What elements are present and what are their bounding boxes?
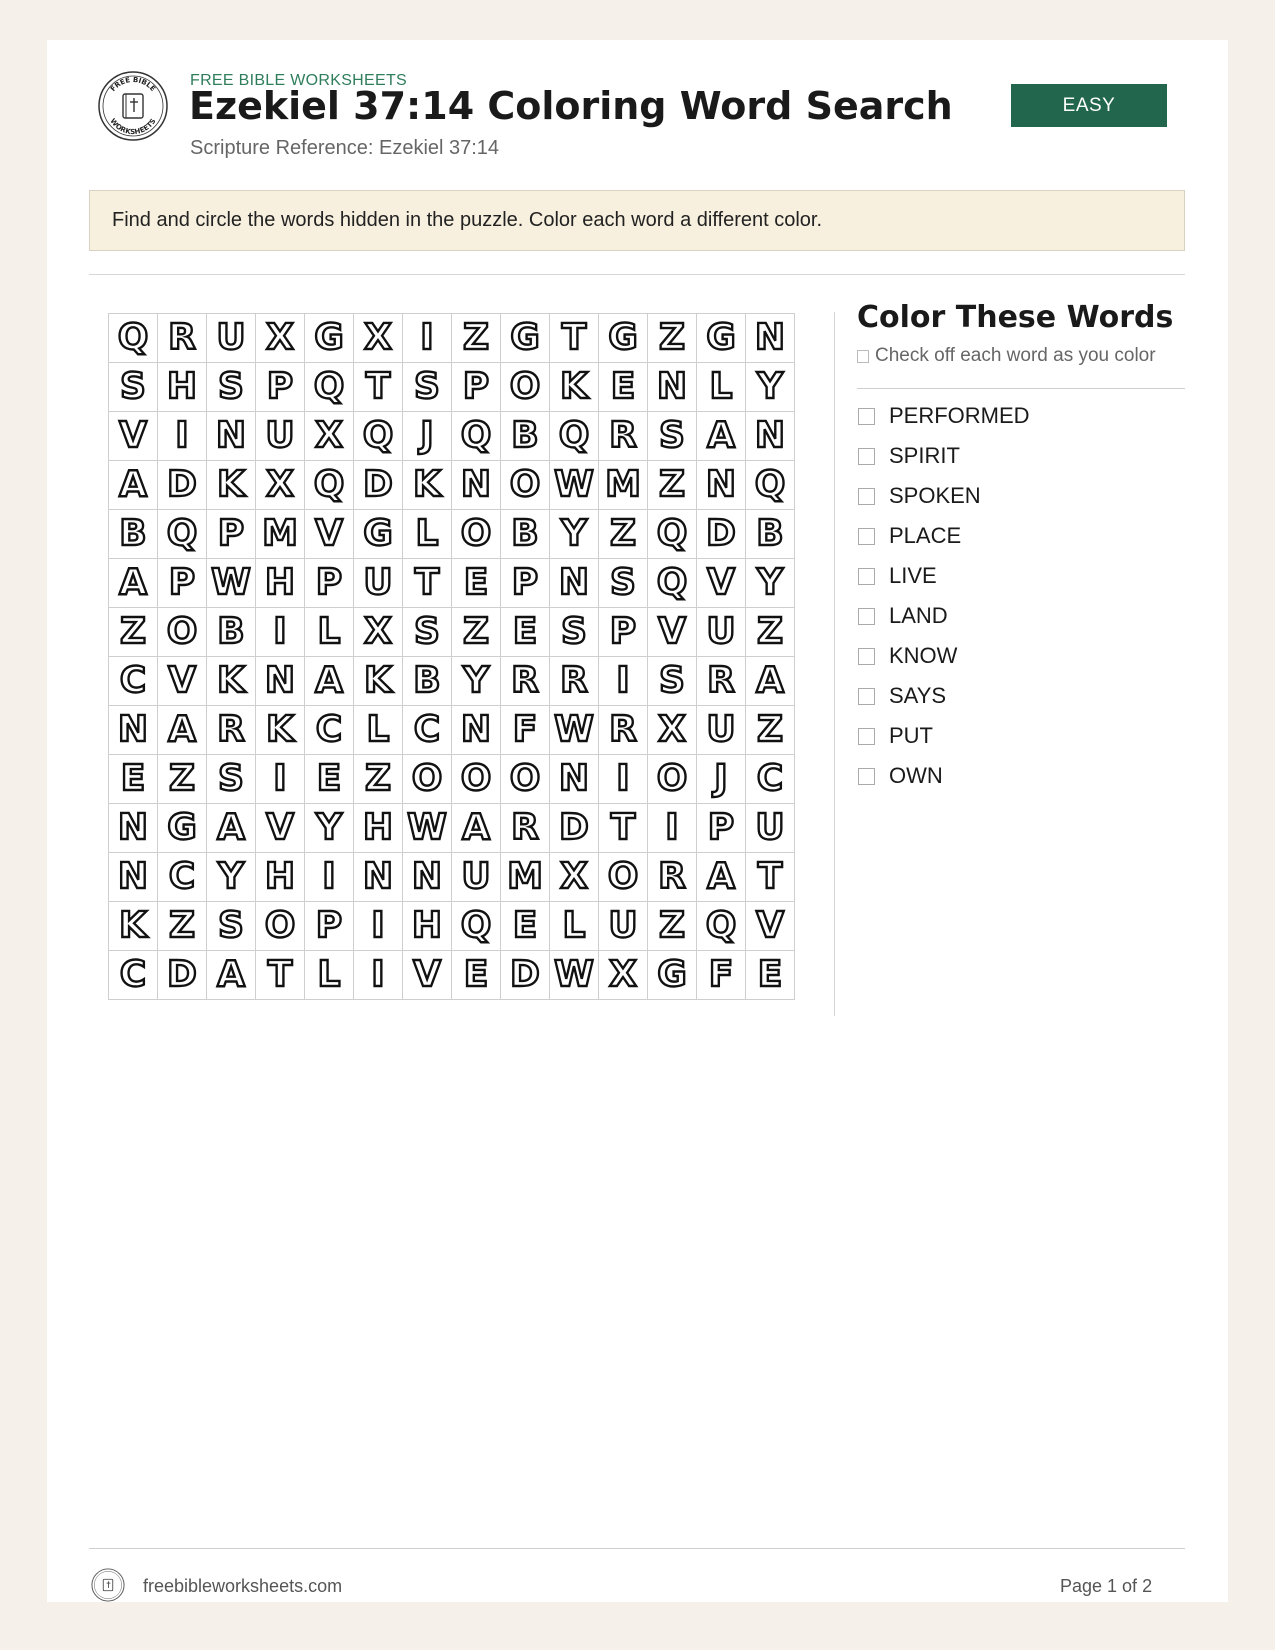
grid-cell[interactable]: E <box>109 755 158 804</box>
grid-cell[interactable]: R <box>599 412 648 461</box>
grid-cell[interactable]: O <box>256 902 305 951</box>
word-label: LAND <box>889 603 948 628</box>
grid-cell[interactable]: Q <box>354 412 403 461</box>
grid-cell[interactable]: V <box>697 559 746 608</box>
grid-cell[interactable]: V <box>403 951 452 1000</box>
grid-row <box>109 412 795 461</box>
grid-cell[interactable]: I <box>158 412 207 461</box>
grid-cell[interactable]: R <box>158 314 207 363</box>
grid-cell[interactable]: N <box>354 853 403 902</box>
grid-cell[interactable]: S <box>648 657 697 706</box>
grid-row <box>109 461 795 510</box>
grid-row <box>109 951 795 1000</box>
logo-text-bottom: WORKSHEETS <box>108 117 158 137</box>
instructions-text: Find and circle the words hidden in the puzzle. Color each word a different color. <box>112 209 823 231</box>
grid-cell[interactable]: N <box>697 461 746 510</box>
grid-cell[interactable]: L <box>550 902 599 951</box>
grid-cell[interactable]: E <box>305 755 354 804</box>
grid-cell[interactable]: Q <box>746 461 795 510</box>
grid-cell[interactable]: R <box>599 706 648 755</box>
grid-cell[interactable]: V <box>305 510 354 559</box>
brand-label: FREE BIBLE WORKSHEETS <box>190 72 408 89</box>
word-label: LIVE <box>889 563 937 588</box>
grid-cell[interactable]: D <box>550 804 599 853</box>
grid-cell[interactable]: N <box>109 706 158 755</box>
word-checkbox[interactable] <box>858 608 875 625</box>
grid-cell[interactable]: N <box>403 853 452 902</box>
logo-text-top: FREE BIBLE <box>109 75 157 94</box>
grid-cell[interactable]: B <box>501 510 550 559</box>
grid-cell[interactable]: X <box>648 706 697 755</box>
grid-cell[interactable]: R <box>501 657 550 706</box>
grid-cell[interactable]: X <box>305 412 354 461</box>
grid-cell[interactable]: Z <box>746 706 795 755</box>
grid-cell[interactable]: G <box>305 314 354 363</box>
grid-cell[interactable]: U <box>207 314 256 363</box>
grid-cell[interactable]: X <box>256 461 305 510</box>
grid-cell[interactable]: I <box>599 657 648 706</box>
grid-cell[interactable]: Q <box>305 363 354 412</box>
grid-row <box>109 657 795 706</box>
word-checkbox[interactable] <box>858 568 875 585</box>
grid-cell[interactable]: N <box>256 657 305 706</box>
grid-cell[interactable]: R <box>501 804 550 853</box>
grid-cell[interactable]: P <box>501 559 550 608</box>
word-list-item <box>857 556 1030 596</box>
word-list-item <box>857 436 1030 476</box>
instructions-box <box>89 190 1185 251</box>
grid-cell[interactable]: W <box>550 706 599 755</box>
grid-cell[interactable]: V <box>256 804 305 853</box>
grid-cell[interactable]: T <box>354 363 403 412</box>
grid-cell[interactable]: R <box>550 657 599 706</box>
grid-row <box>109 608 795 657</box>
grid-cell[interactable]: L <box>403 510 452 559</box>
word-list-item <box>857 516 1030 556</box>
column-divider <box>834 312 835 1016</box>
word-list-item <box>857 676 1030 716</box>
word-label: SAYS <box>889 683 947 708</box>
word-list-item <box>857 756 1030 796</box>
grid-cell[interactable]: Z <box>354 755 403 804</box>
grid-cell[interactable]: N <box>452 461 501 510</box>
grid-cell[interactable]: K <box>207 461 256 510</box>
grid-cell[interactable]: I <box>354 951 403 1000</box>
grid-cell[interactable]: C <box>109 657 158 706</box>
grid-cell[interactable]: K <box>256 706 305 755</box>
grid-cell[interactable]: D <box>501 951 550 1000</box>
grid-cell[interactable]: G <box>599 314 648 363</box>
grid-cell[interactable]: K <box>109 902 158 951</box>
word-list-item <box>857 396 1030 436</box>
word-list-divider <box>857 388 1185 389</box>
grid-cell[interactable]: Q <box>158 510 207 559</box>
grid-cell[interactable]: G <box>354 510 403 559</box>
grid-cell[interactable]: B <box>403 657 452 706</box>
word-checkbox[interactable] <box>858 688 875 705</box>
grid-cell[interactable]: O <box>599 853 648 902</box>
grid-cell[interactable]: Y <box>746 559 795 608</box>
grid-cell[interactable]: M <box>501 853 550 902</box>
grid-cell[interactable]: R <box>648 853 697 902</box>
grid-cell[interactable]: P <box>207 510 256 559</box>
grid-cell[interactable]: I <box>256 755 305 804</box>
grid-cell[interactable]: O <box>452 510 501 559</box>
grid-row <box>109 755 795 804</box>
grid-cell[interactable]: Q <box>305 461 354 510</box>
grid-cell[interactable]: U <box>746 804 795 853</box>
word-checkbox[interactable] <box>858 488 875 505</box>
grid-cell[interactable]: S <box>207 902 256 951</box>
worksheet-page <box>47 40 1228 1602</box>
grid-cell[interactable]: V <box>109 412 158 461</box>
grid-cell[interactable]: E <box>599 363 648 412</box>
grid-cell[interactable]: A <box>109 559 158 608</box>
grid-cell[interactable]: R <box>697 657 746 706</box>
grid-cell[interactable]: C <box>158 853 207 902</box>
grid-cell[interactable]: Y <box>452 657 501 706</box>
grid-cell[interactable]: N <box>452 706 501 755</box>
grid-row <box>109 559 795 608</box>
grid-cell[interactable]: E <box>501 608 550 657</box>
grid-cell[interactable]: P <box>305 559 354 608</box>
grid-cell[interactable]: I <box>305 853 354 902</box>
grid-cell[interactable]: Z <box>746 608 795 657</box>
grid-cell[interactable]: H <box>354 804 403 853</box>
grid-cell[interactable]: N <box>550 755 599 804</box>
grid-cell[interactable]: V <box>746 902 795 951</box>
grid-cell[interactable]: N <box>746 314 795 363</box>
grid-cell[interactable]: S <box>207 363 256 412</box>
grid-cell[interactable]: Q <box>697 902 746 951</box>
grid-cell[interactable]: J <box>697 755 746 804</box>
grid-cell[interactable]: P <box>599 608 648 657</box>
grid-row <box>109 804 795 853</box>
grid-cell[interactable]: K <box>403 461 452 510</box>
grid-cell[interactable]: N <box>648 363 697 412</box>
grid-cell[interactable]: Z <box>158 755 207 804</box>
grid-cell[interactable]: M <box>256 510 305 559</box>
grid-cell[interactable]: X <box>599 951 648 1000</box>
page-number: Page 1 of 2 <box>1060 1576 1153 1596</box>
grid-cell[interactable]: O <box>501 461 550 510</box>
grid-cell[interactable]: X <box>256 314 305 363</box>
grid-cell[interactable]: C <box>403 706 452 755</box>
grid-cell[interactable]: U <box>697 706 746 755</box>
grid-cell[interactable]: B <box>109 510 158 559</box>
grid-cell[interactable]: H <box>158 363 207 412</box>
grid-cell[interactable]: B <box>207 608 256 657</box>
grid-cell[interactable]: Q <box>648 559 697 608</box>
grid-cell[interactable]: K <box>207 657 256 706</box>
grid-cell[interactable]: X <box>354 314 403 363</box>
grid-cell[interactable]: T <box>550 314 599 363</box>
grid-cell[interactable]: V <box>648 608 697 657</box>
grid-cell[interactable]: P <box>697 804 746 853</box>
grid-cell[interactable]: N <box>207 412 256 461</box>
grid-cell[interactable]: Y <box>305 804 354 853</box>
grid-cell[interactable]: T <box>599 804 648 853</box>
grid-cell[interactable]: P <box>158 559 207 608</box>
grid-cell[interactable]: N <box>746 412 795 461</box>
grid-cell[interactable]: Z <box>648 461 697 510</box>
word-label: PLACE <box>889 523 962 548</box>
word-label: SPIRIT <box>889 443 960 468</box>
grid-cell[interactable]: G <box>648 951 697 1000</box>
grid-cell[interactable]: K <box>550 363 599 412</box>
grid-cell[interactable]: Q <box>109 314 158 363</box>
grid-cell[interactable]: Y <box>207 853 256 902</box>
word-search-grid <box>108 313 795 1000</box>
footer-site-link[interactable]: freebibleworksheets.com <box>143 1576 343 1596</box>
grid-cell[interactable]: A <box>207 951 256 1000</box>
grid-cell[interactable]: T <box>746 853 795 902</box>
grid-cell[interactable]: S <box>403 363 452 412</box>
grid-row <box>109 902 795 951</box>
grid-cell[interactable]: Q <box>550 412 599 461</box>
grid-cell[interactable]: D <box>158 951 207 1000</box>
word-label: PERFORMED <box>889 403 1030 428</box>
word-list-subtitle <box>857 345 1156 367</box>
word-list-item <box>857 716 1030 756</box>
grid-cell[interactable]: G <box>158 804 207 853</box>
grid-cell[interactable]: Z <box>648 314 697 363</box>
grid-cell[interactable]: Z <box>109 608 158 657</box>
grid-cell[interactable]: S <box>550 608 599 657</box>
grid-cell[interactable]: D <box>158 461 207 510</box>
grid-cell[interactable]: U <box>256 412 305 461</box>
grid-cell[interactable]: K <box>354 657 403 706</box>
grid-cell[interactable]: A <box>109 461 158 510</box>
grid-cell[interactable]: H <box>403 902 452 951</box>
grid-cell[interactable]: U <box>697 608 746 657</box>
grid-row <box>109 706 795 755</box>
grid-cell[interactable]: U <box>452 853 501 902</box>
grid-cell[interactable]: Z <box>452 608 501 657</box>
grid-cell[interactable]: Y <box>550 510 599 559</box>
grid-cell[interactable]: O <box>648 755 697 804</box>
grid-cell[interactable]: E <box>501 902 550 951</box>
word-list-item <box>857 596 1030 636</box>
grid-cell[interactable]: G <box>501 314 550 363</box>
grid-cell[interactable]: Z <box>158 902 207 951</box>
grid-cell[interactable]: S <box>207 755 256 804</box>
grid-cell[interactable]: I <box>403 314 452 363</box>
grid-cell[interactable]: H <box>256 853 305 902</box>
grid-cell[interactable]: Q <box>648 510 697 559</box>
grid-cell[interactable]: L <box>305 608 354 657</box>
grid-cell[interactable]: J <box>403 412 452 461</box>
grid-cell[interactable]: S <box>599 559 648 608</box>
grid-cell[interactable]: O <box>452 755 501 804</box>
grid-cell[interactable]: E <box>746 951 795 1000</box>
grid-cell[interactable]: B <box>501 412 550 461</box>
grid-cell[interactable]: I <box>599 755 648 804</box>
grid-cell[interactable]: T <box>256 951 305 1000</box>
grid-cell[interactable]: F <box>501 706 550 755</box>
grid-cell[interactable]: L <box>305 951 354 1000</box>
grid-cell[interactable]: U <box>599 902 648 951</box>
grid-cell[interactable]: M <box>599 461 648 510</box>
word-label: OWN <box>889 763 943 788</box>
grid-cell[interactable]: G <box>697 314 746 363</box>
grid-cell[interactable]: A <box>746 657 795 706</box>
grid-row <box>109 314 795 363</box>
grid-cell[interactable]: Y <box>746 363 795 412</box>
grid-cell[interactable]: N <box>109 804 158 853</box>
grid-cell[interactable]: D <box>354 461 403 510</box>
grid-cell[interactable]: R <box>207 706 256 755</box>
grid-cell[interactable]: A <box>697 412 746 461</box>
grid-cell[interactable]: W <box>403 804 452 853</box>
grid-cell[interactable]: S <box>403 608 452 657</box>
grid-cell[interactable]: P <box>452 363 501 412</box>
word-checkbox[interactable] <box>858 728 875 745</box>
grid-cell[interactable]: W <box>550 461 599 510</box>
grid-cell[interactable]: H <box>256 559 305 608</box>
grid-cell[interactable]: C <box>305 706 354 755</box>
grid-cell[interactable]: N <box>109 853 158 902</box>
grid-cell[interactable]: F <box>697 951 746 1000</box>
grid-cell[interactable]: A <box>207 804 256 853</box>
grid-cell[interactable]: D <box>697 510 746 559</box>
word-list-item <box>857 636 1030 676</box>
grid-cell[interactable]: Q <box>452 412 501 461</box>
word-checkbox[interactable] <box>858 528 875 545</box>
word-list-subtitle-text: Check off each word as you color <box>875 345 1156 366</box>
word-label: SPOKEN <box>889 483 981 508</box>
word-checkbox[interactable] <box>858 648 875 665</box>
grid-cell[interactable]: N <box>550 559 599 608</box>
difficulty-badge: EASY <box>1011 84 1167 127</box>
grid-cell[interactable]: I <box>256 608 305 657</box>
grid-cell[interactable]: Z <box>599 510 648 559</box>
word-list-item <box>857 476 1030 516</box>
grid-cell[interactable]: L <box>354 706 403 755</box>
word-checkbox[interactable] <box>858 768 875 785</box>
grid-cell[interactable]: I <box>354 902 403 951</box>
grid-cell[interactable]: Z <box>452 314 501 363</box>
grid-cell[interactable]: X <box>354 608 403 657</box>
grid-cell[interactable]: P <box>305 902 354 951</box>
word-list <box>857 396 1030 796</box>
grid-cell[interactable]: A <box>158 706 207 755</box>
footer-divider <box>89 1548 1185 1549</box>
word-label: PUT <box>889 723 933 748</box>
grid-cell[interactable]: B <box>746 510 795 559</box>
grid-cell[interactable]: Q <box>452 902 501 951</box>
grid-cell[interactable]: Z <box>648 902 697 951</box>
grid-cell[interactable]: S <box>648 412 697 461</box>
grid-cell[interactable]: C <box>746 755 795 804</box>
grid-row <box>109 363 795 412</box>
grid-cell[interactable]: T <box>403 559 452 608</box>
grid-cell[interactable]: C <box>109 951 158 1000</box>
grid-cell[interactable]: A <box>697 853 746 902</box>
grid-cell[interactable]: O <box>403 755 452 804</box>
footer-bible-seal-icon <box>91 1568 125 1602</box>
grid-cell[interactable]: O <box>501 363 550 412</box>
grid-cell[interactable]: W <box>550 951 599 1000</box>
grid-cell[interactable]: L <box>697 363 746 412</box>
grid-cell[interactable]: E <box>452 559 501 608</box>
grid-row <box>109 510 795 559</box>
grid-cell[interactable]: P <box>256 363 305 412</box>
header-divider <box>89 274 1185 275</box>
word-checkbox[interactable] <box>858 448 875 465</box>
word-list-title: Color These Words <box>857 300 1174 335</box>
grid-cell[interactable]: E <box>452 951 501 1000</box>
grid-cell[interactable]: U <box>354 559 403 608</box>
grid-cell[interactable]: X <box>550 853 599 902</box>
grid-cell[interactable]: O <box>158 608 207 657</box>
word-checkbox[interactable] <box>858 408 875 425</box>
checkbox-icon <box>857 350 869 363</box>
grid-cell[interactable]: A <box>305 657 354 706</box>
page-title: Ezekiel 37:14 Coloring Word Search <box>189 84 953 128</box>
grid-cell[interactable]: W <box>207 559 256 608</box>
grid-row <box>109 853 795 902</box>
grid-cell[interactable]: O <box>501 755 550 804</box>
bible-seal-icon <box>97 70 169 142</box>
scripture-reference: Scripture Reference: Ezekiel 37:14 <box>190 137 500 159</box>
grid-cell[interactable]: V <box>158 657 207 706</box>
grid-cell[interactable]: A <box>452 804 501 853</box>
grid-cell[interactable]: I <box>648 804 697 853</box>
word-label: KNOW <box>889 643 958 668</box>
grid-cell[interactable]: S <box>109 363 158 412</box>
